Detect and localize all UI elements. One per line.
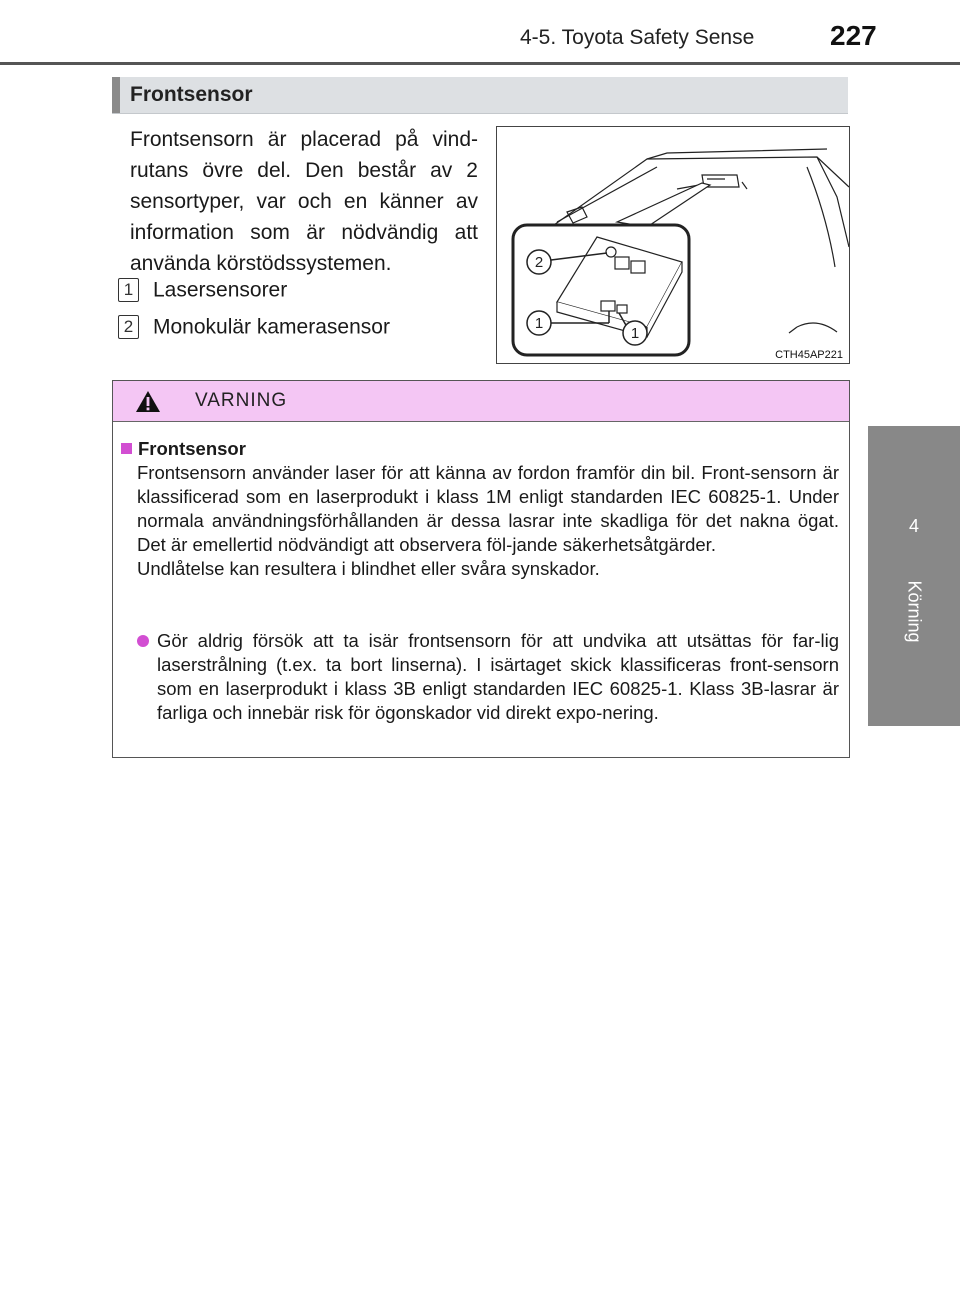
header-section-title: 4-5. Toyota Safety Sense xyxy=(520,26,755,49)
section-header-accent xyxy=(112,77,120,113)
circle-bullet-icon xyxy=(137,635,149,647)
page-number: 227 xyxy=(830,20,877,51)
warning-bullet-text: Gör aldrig försök att ta isär frontsensorn för att undvika att utsättas för far-lig laserstrålning (t.ex. ta bort linserna). I isärtaget skick klassificeras front-sensorn som en laserprodukt i klass 3B enligt standarden IEC 60825-1. Klass 3B-lasrar är farliga och innebär risk för ögonskador vid direkt expo-nering. xyxy=(157,630,839,723)
chapter-label: Körning xyxy=(904,580,925,643)
callout-1: 1 xyxy=(534,315,544,332)
callout-1: 1 xyxy=(630,325,640,342)
list-item-label: Lasersensorer xyxy=(153,278,288,302)
warning-bullet xyxy=(137,629,839,725)
warning-subheading-text: Frontsensor xyxy=(138,438,246,459)
warning-subheading xyxy=(121,437,246,461)
warning-triangle-icon xyxy=(135,390,161,413)
section-title: Frontsensor xyxy=(130,83,253,106)
list-item-label: Monokulär kamerasensor xyxy=(153,315,390,339)
intro-paragraph: Frontsensorn är placerad på vind-rutans övre del. Den består av 2 sensortyper, var och en känner av information som är nödvändig att använda körstödssystemen. xyxy=(130,128,478,275)
square-bullet-icon xyxy=(121,443,132,454)
figure-code: CTH45AP221 xyxy=(775,349,843,361)
warning-paragraph-consequence: Undlåtelse kan resultera i blindhet eller svåra synskador. xyxy=(137,558,600,579)
sensor-illustration xyxy=(496,126,850,364)
list-item xyxy=(118,277,287,303)
windshield-sensor-drawing xyxy=(497,127,849,363)
header-divider xyxy=(0,62,960,65)
warning-paragraph xyxy=(137,461,839,581)
chapter-tab xyxy=(868,426,960,726)
list-item xyxy=(118,314,390,340)
item-number-badge: 1 xyxy=(118,278,139,302)
callout-2: 2 xyxy=(534,254,544,271)
warning-header xyxy=(113,381,849,422)
chapter-number: 4 xyxy=(908,516,919,536)
warning-title: VARNING xyxy=(195,390,288,411)
section-header xyxy=(112,77,848,114)
warning-box xyxy=(112,380,850,758)
item-number-badge: 2 xyxy=(118,315,139,339)
warning-paragraph-text: Frontsensorn använder laser för att känna av fordon framför din bil. Front-sensorn är klassificerad som en laserprodukt i klass 1M enligt standarden IEC 60825-1. Under normala användningsförhållanden är dessa lasrar inte skadliga för det nakna ögat. Det är emellertid nödvändigt att observera föl-jande säkerhetsåtgärder. xyxy=(137,462,839,555)
